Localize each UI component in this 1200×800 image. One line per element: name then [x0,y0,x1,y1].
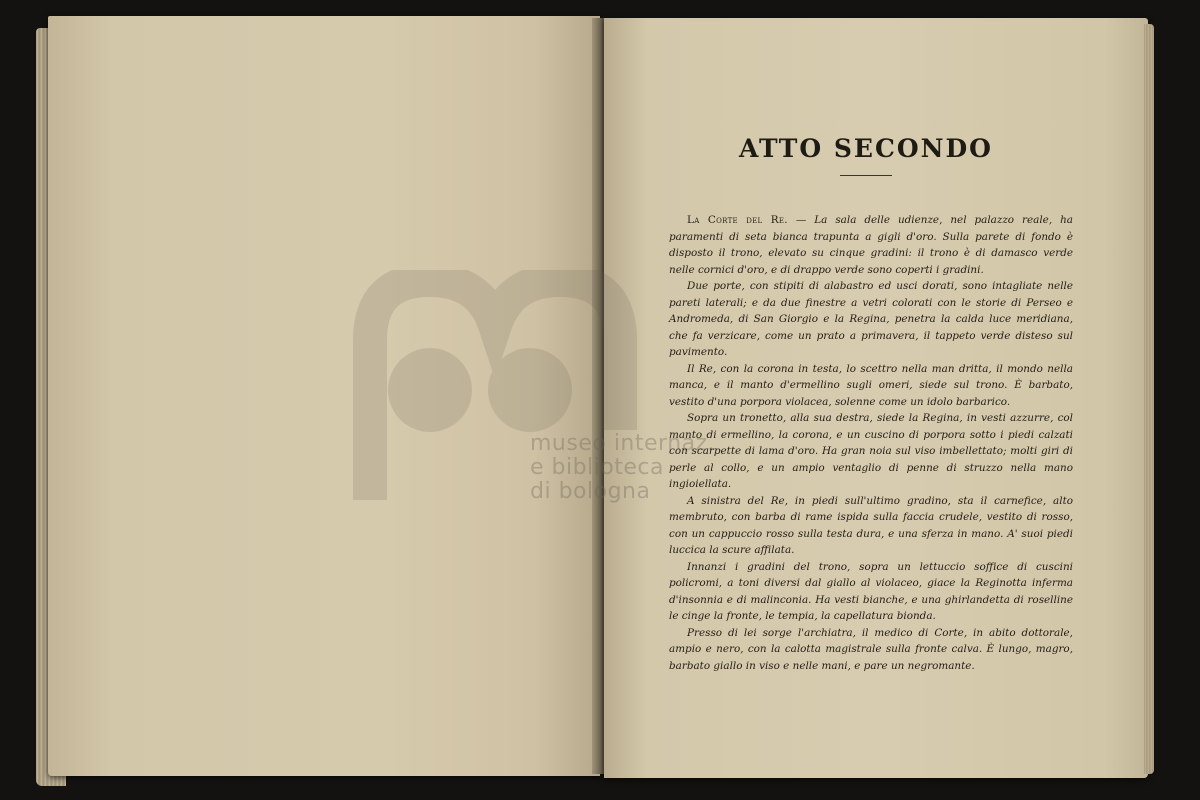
paragraph-4: Sopra un tronetto, alla sua destra, siede la Regina, in vesti azzurre, col manto di ermellino, la corona, e un cuscino di porpora sotto i piedi calzati con scarpette di lama d'oro. Ha gran noia sul viso imbellettato; molti giri di perle al collo, e un ampio ventaglio di penne di struzzo nella mano ingioiellata. [669,412,1073,490]
act-title: ATTO SECONDO [739,134,993,163]
paragraph-5: A sinistra del Re, in piedi sull'ultimo gradino, sta il carnefice, alto membruto, con barba di rame ispida sulla faccia crudele, vestito di rosso, con un cappuccio rosso sulla testa dura, e una sferza in mano. A' suoi piedi luccica la scure affilata. [669,494,1073,556]
stage-directions [669,212,1073,674]
paragraph-1 [669,212,1073,278]
paragraph-1-text: — La sala delle udienze, nel palazzo reale, ha paramenti di seta bianca trapunta a gigli d'oro. Sulla parete di fondo è disposto il trono, elevato su cinque gradini: il trono è di damasco verde nelle cornici d'oro, e di drappo verde sono coperti i gradini. [669,214,1073,276]
scene-heading: La Corte del Re. [687,214,788,226]
paragraph-3: Il Re, con la corona in testa, lo scettro nella man dritta, il mondo nella manca, e il manto d'ermellino sugli omeri, siede sul trono. È barbato, vestito d'una porpora violacea, solenne come un idolo barbarico. [669,362,1073,408]
watermark-line-1: museo internaz. [530,431,716,456]
right-page-edges [1144,24,1154,774]
title-rule [840,175,892,176]
watermark-line-2: e biblioteca [530,455,664,480]
paragraph-2: Due porte, con stipiti di alabastro ed usci dorati, sono intagliate nelle pareti laterali; e da due finestre a vetri colorati con le storie di Perseo e Andromeda, di San Giorgio e la Regina, penetra la calda luce meridiana, che fa verzicare, come un prato a primavera, il tappeto verde disteso sul pavimento. [669,280,1073,358]
watermark-line-3: di bologna [530,479,651,504]
paragraph-6: Innanzi i gradini del trono, sopra un lettuccio soffice di cuscini policromi, a toni diversi dal giallo al violaceo, giace la Reginotta inferma d'insonnia e di malinconia. Ha vesti bianche, e una ghirlandetta di roselline le cinge la fronte, le tempia, la capellatura bionda. [669,560,1073,622]
left-page [48,16,600,776]
paragraph-7: Presso di lei sorge l'archiatra, il medico di Corte, in abito dottorale, ampio e nero, con la calotta magistrale sulla fronte calva. È lungo, magro, barbato giallo in viso e nelle mani, e pare un negromante. [669,626,1073,672]
